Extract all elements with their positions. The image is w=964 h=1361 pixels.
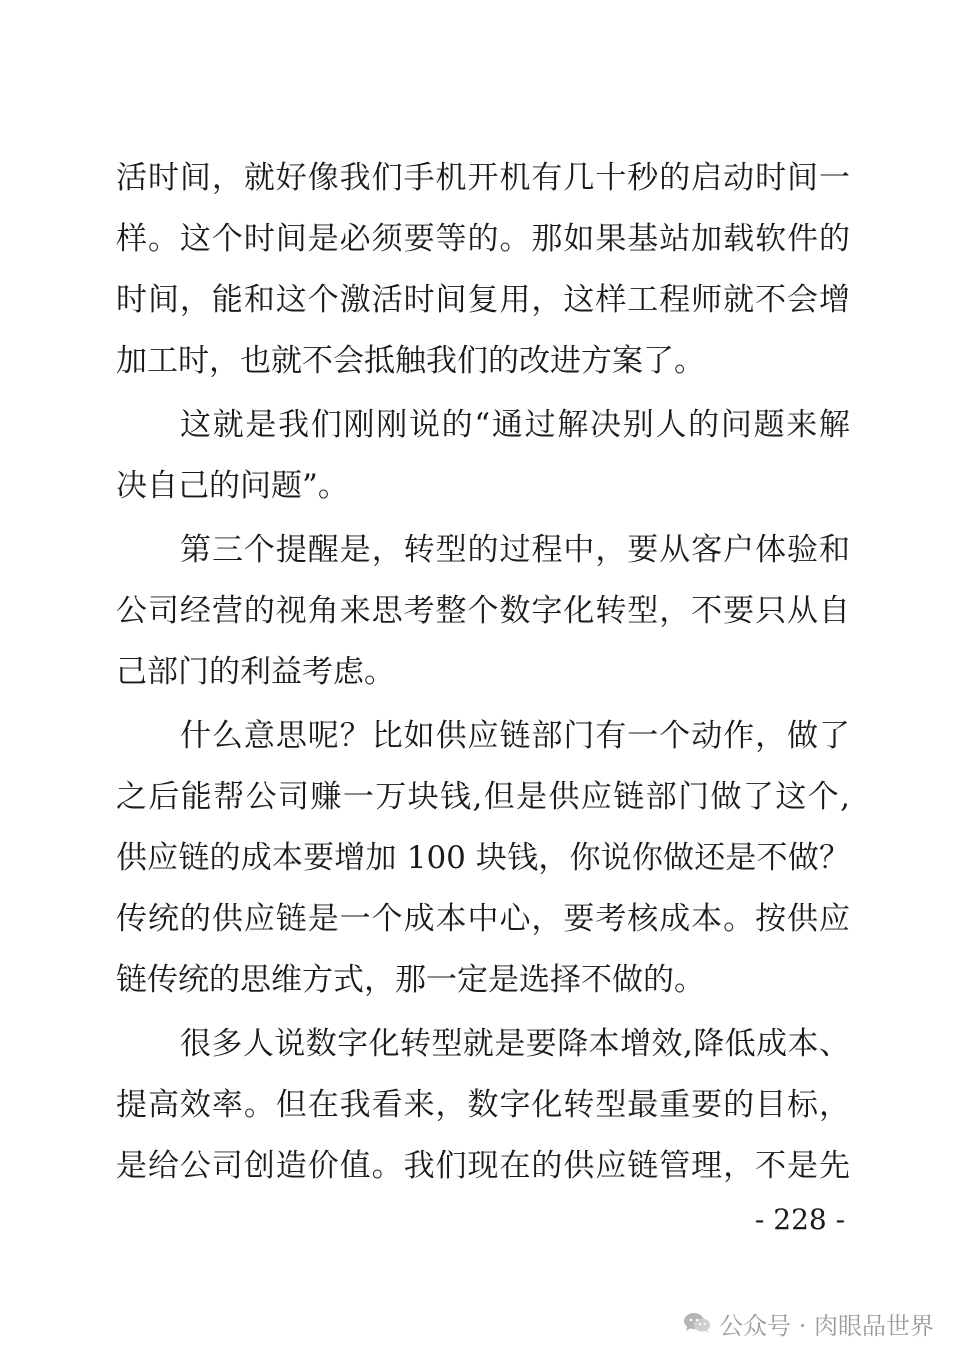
text-line: 己部门的利益考虑。	[116, 654, 395, 690]
text-line: 活时间，就好像我们手机开机有几十秒的启动时间一	[116, 160, 850, 196]
text-line: 样。这个时间是必须要等的。那如果基站加载软件的	[116, 221, 850, 257]
paragraph-first-line: 这就是我们刚刚说的“通过解决别人的问题来解	[180, 407, 850, 443]
watermark-text: 公众号 · 肉眼品世界	[719, 1311, 934, 1340]
paragraph-first-line: 很多人说数字化转型就是要降本增效,降低成本、	[180, 1026, 850, 1062]
text-line: 决自己的问题”。	[116, 468, 349, 504]
text-line: 提高效率。但在我看来，数字化转型最重要的目标，	[116, 1087, 850, 1123]
wechat-icon	[683, 1312, 711, 1334]
text-line: 公司经营的视角来思考整个数字化转型，不要只从自	[116, 593, 850, 629]
text-line: 链传统的思维方式，那一定是选择不做的。	[116, 962, 705, 998]
text-line: 是给公司创造价值。我们现在的供应链管理，不是先	[116, 1148, 850, 1184]
page-number: - 228 -	[754, 1203, 846, 1236]
watermark	[683, 1305, 934, 1341]
text-line: 时间，能和这个激活时间复用，这样工程师就不会增	[116, 282, 850, 318]
text-line: 加工时，也就不会抵触我们的改进方案了。	[116, 343, 705, 379]
text-line: 传统的供应链是一个成本中心，要考核成本。按供应	[116, 901, 850, 937]
text-line: 供应链的成本要增加 100 块钱，你说你做还是不做？	[116, 840, 850, 876]
text-line: 之后能帮公司赚一万块钱,但是供应链部门做了这个,	[116, 779, 850, 815]
paragraph-first-line: 什么意思呢？比如供应链部门有一个动作，做了	[180, 718, 850, 754]
paragraph-first-line: 第三个提醒是，转型的过程中，要从客户体验和	[180, 532, 850, 568]
